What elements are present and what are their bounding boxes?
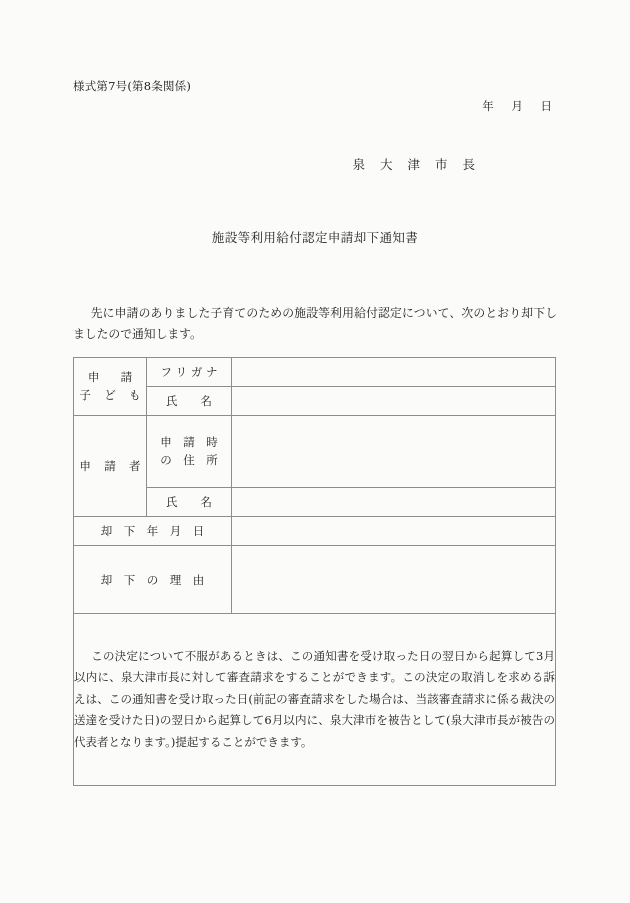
issuer-line [352, 155, 475, 173]
child-label-line1: 申 請 [87, 369, 137, 384]
applicant-name-value-cell[interactable] [232, 488, 556, 517]
applicant-label: 申 請 者 [79, 459, 146, 473]
child-label-line2: 子 ど も [79, 387, 146, 402]
applicant-name-label: 氏 名 [166, 495, 212, 509]
date-line [482, 98, 552, 114]
table-row [74, 416, 556, 488]
rejection-date-label-cell [74, 517, 232, 546]
issuer-char-4: 市 [434, 157, 448, 172]
form-number: 様式第7号(第8条関係) [73, 79, 192, 93]
issuer-char-1: 泉 [352, 157, 365, 172]
address-value-cell[interactable] [232, 416, 556, 488]
rejection-date-value-cell[interactable] [232, 517, 556, 546]
application-form-table [73, 357, 556, 786]
table-row [74, 387, 556, 416]
rejection-reason-label-cell [74, 546, 232, 614]
child-name-value-cell[interactable] [232, 387, 556, 416]
table-row [74, 517, 556, 546]
applicant-label-cell [74, 416, 147, 517]
rejection-reason-value-cell[interactable] [232, 546, 556, 614]
table-row [74, 488, 556, 517]
appeal-notice-cell [74, 614, 556, 786]
issuer-char-3: 津 [407, 157, 420, 172]
applicant-name-label-cell [147, 488, 232, 517]
rejection-reason-label: 却 下 の 理 由 [100, 572, 205, 587]
date-month-label: 月 [511, 99, 523, 113]
rejection-date-label: 却 下 年 月 日 [100, 524, 205, 538]
address-label-line2: の 住 所 [160, 452, 218, 467]
table-row [74, 546, 556, 614]
table-row [74, 614, 556, 786]
furigana-value-cell[interactable] [232, 358, 556, 387]
date-day-label: 日 [540, 99, 552, 113]
furigana-label: フ リ ガ ナ [160, 365, 218, 379]
appeal-notice-text: この決定について不服があるときは、この通知書を受け取った日の翌日から起算して3月以内に、泉大津市長に対して審査請求をすることができます。この決定の取消しを求める訴えは、この通知書を受け取った日(前記の審査請求をした場合は、当該審査請求に係る裁決の送達を受けた日)の翌日から起算して6月以内に、泉大津市を被告として(泉大津市長が被告の代表者となります。)提起することができます。 [74, 649, 555, 749]
address-label-cell [147, 416, 232, 488]
date-year-label: 年 [482, 99, 494, 113]
address-label-line1: 申 請 時 [160, 434, 218, 449]
furigana-label-cell [147, 358, 232, 387]
issuer-char-2: 大 [379, 157, 393, 172]
issuer-char-5: 長 [462, 157, 475, 172]
table-row [74, 358, 556, 387]
child-name-label-cell [147, 387, 232, 416]
child-name-label: 氏 名 [166, 394, 212, 408]
child-label-cell [74, 358, 147, 416]
document-title: 施設等利用給付認定申請却下通知書 [211, 230, 419, 245]
lead-paragraph: 先に申請のありました子育てのための施設等利用給付認定について、次のとおり却下しましたので通知します。 [73, 306, 557, 342]
